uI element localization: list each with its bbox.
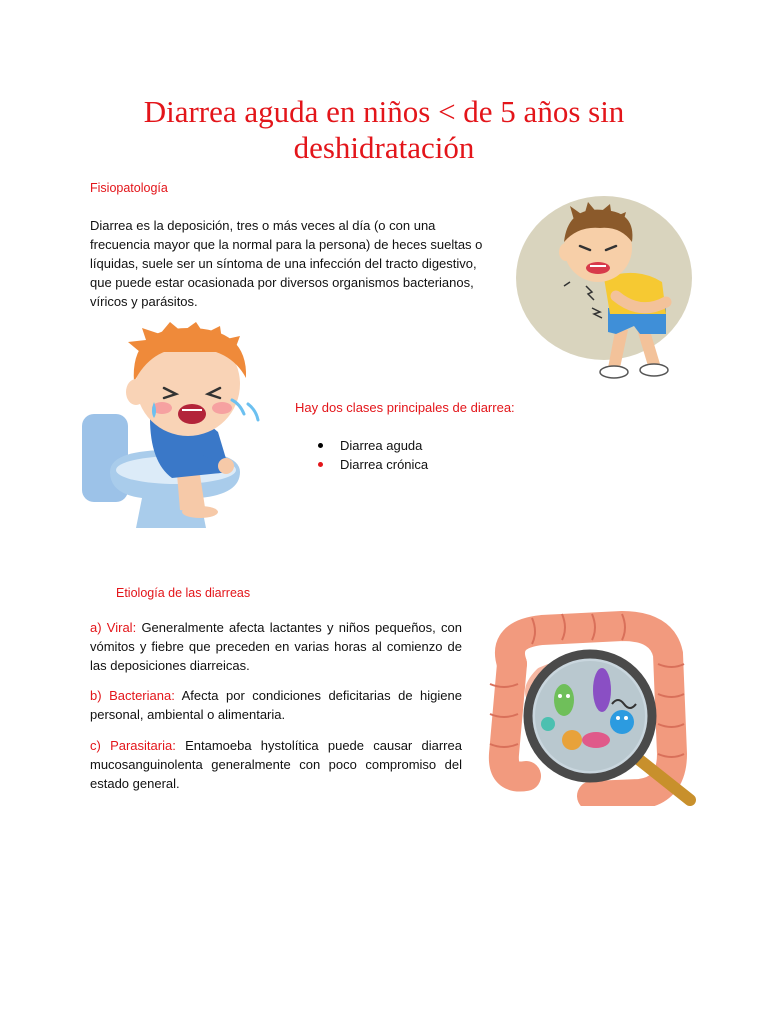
list-item [316, 455, 428, 474]
etiologia-item-viral [90, 618, 462, 675]
etiologia-item-bacteriana [90, 686, 462, 724]
etiologia-item-parasitaria [90, 736, 462, 793]
list-item [316, 436, 428, 455]
etiologia-item-text: Generalmente afecta lactantes y niños pequeños, con vómitos y fiebre que preceden en varias horas al comienzo de las deposiciones diarreicas. [90, 620, 462, 673]
fisiopatologia-paragraph [90, 216, 490, 311]
clases-list [316, 436, 428, 474]
bullet-dot [318, 462, 323, 467]
fisiopatologia-line: que puede estar ocasionada por diversos organismos bacterianos, [90, 275, 474, 290]
etiologia-item-label: a) Viral: [90, 620, 137, 635]
intestine-magnifier-illustration [472, 604, 698, 806]
fisiopatologia-line: Diarrea es la deposición, tres o más veces al día (o con una [90, 218, 436, 233]
crying-child-toilet-illustration [80, 322, 280, 536]
bullet-dot [318, 443, 323, 448]
etiologia-heading: Etiología de las diarreas [116, 586, 251, 600]
list-item-label: Diarrea aguda [340, 438, 423, 453]
page-title-line-1: Diarrea aguda en niños < de 5 años sin [143, 94, 625, 129]
fisiopatologia-heading: Fisiopatología [90, 181, 168, 195]
clases-intro: Hay dos clases principales de diarrea: [295, 400, 515, 415]
fisiopatologia-line: víricos y parásitos. [90, 294, 198, 309]
etiologia-item-text: Entamoeba hystolítica puede causar diarrea mucosanguinolenta generalmente con poco compromiso del estado general. [90, 738, 462, 791]
stomachache-child-illustration [516, 196, 692, 386]
fisiopatologia-line: frecuencia mayor que la normal para la persona) de heces sueltas o [90, 237, 483, 252]
page-title [60, 94, 708, 166]
etiologia-item-label: b) Bacteriana: [90, 688, 175, 703]
etiologia-item-text: Afecta por condiciones deficitarias de higiene personal, ambiental o alimentaria. [90, 688, 462, 722]
page-title-line-2: deshidratación [293, 130, 475, 165]
list-item-label: Diarrea crónica [340, 457, 429, 472]
etiologia-item-label: c) Parasitaria: [90, 738, 176, 753]
fisiopatologia-line: líquidas, suele ser un síntoma de una infección del tracto digestivo, [90, 256, 477, 271]
